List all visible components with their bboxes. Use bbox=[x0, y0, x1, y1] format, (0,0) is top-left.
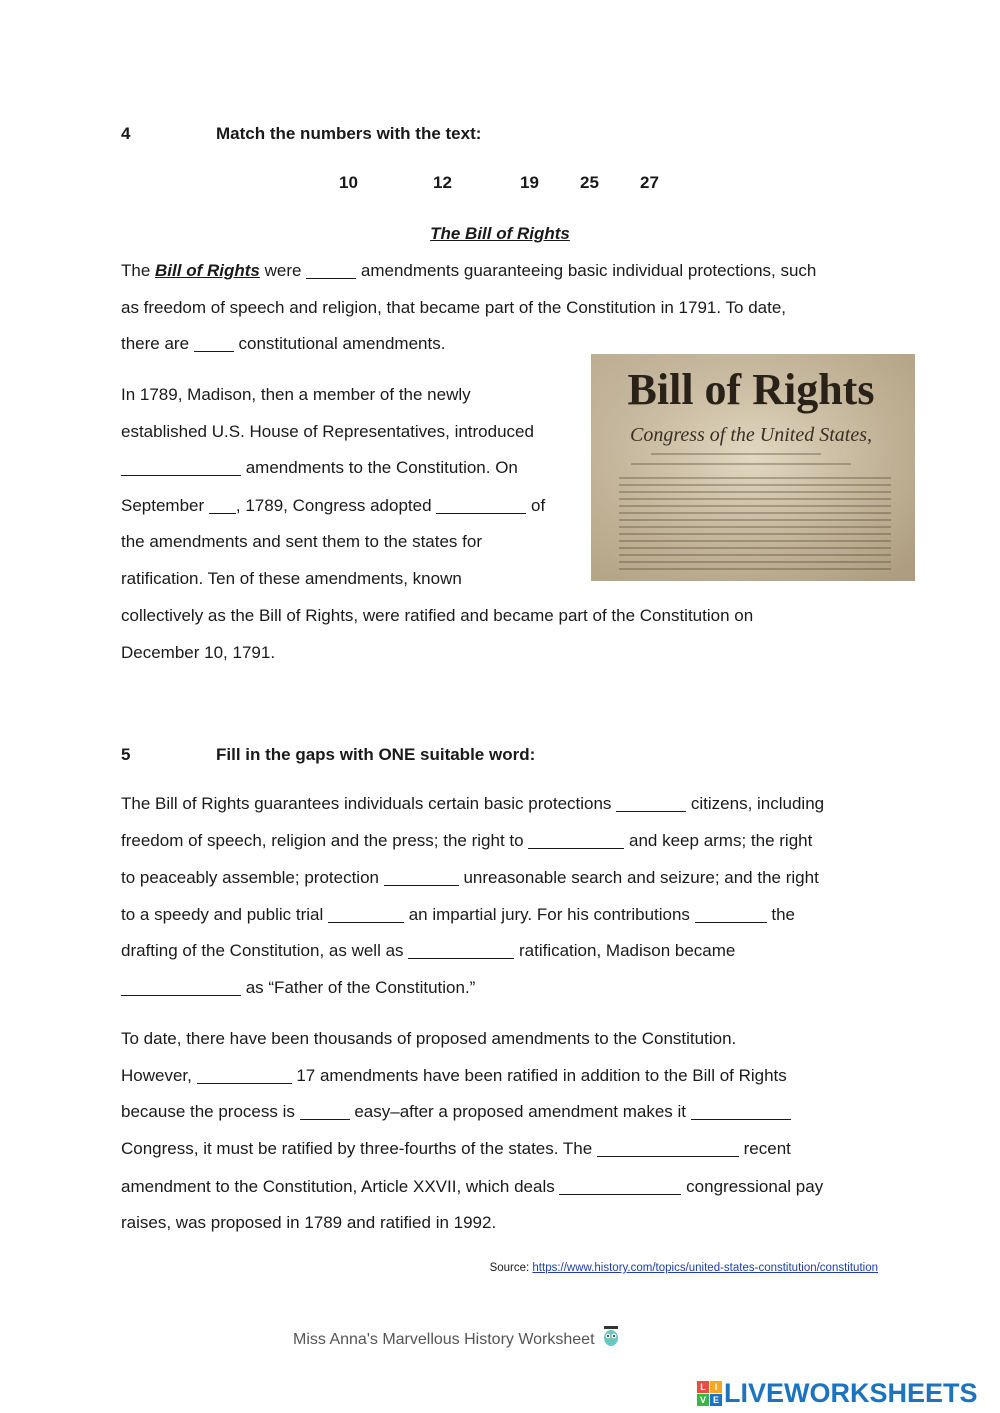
number-option: 19 bbox=[520, 173, 539, 192]
text-fragment: freedom of speech, religion and the press; the right to bbox=[121, 831, 529, 850]
paragraph-line bbox=[121, 1101, 791, 1123]
paragraph-line bbox=[121, 495, 545, 517]
number-option: 27 bbox=[640, 173, 659, 192]
number-option: 10 bbox=[339, 173, 358, 192]
brand-letter: L bbox=[697, 1381, 709, 1393]
paragraph-line bbox=[121, 1138, 791, 1160]
answer-gap[interactable] bbox=[559, 1181, 681, 1195]
paragraph-line bbox=[121, 904, 795, 926]
bill-of-rights-image bbox=[591, 354, 915, 581]
text-fragment: amendments to the Constitution. On bbox=[241, 458, 518, 477]
section-heading-text: Fill in the gaps with ONE suitable word: bbox=[216, 745, 536, 764]
paragraph-line bbox=[121, 977, 475, 999]
footer-text: Miss Anna's Marvellous History Worksheet bbox=[293, 1331, 595, 1348]
text-fragment: unreasonable search and seizure; and the right bbox=[458, 868, 819, 887]
answer-gap[interactable] bbox=[121, 462, 241, 476]
text-fragment: 17 amendments have been ratified in addition to the Bill of Rights bbox=[291, 1066, 787, 1085]
paragraph-line: December 10, 1791. bbox=[121, 643, 276, 662]
brand-name: LIVEWORKSHEETS bbox=[724, 1377, 978, 1408]
paragraph-line bbox=[121, 260, 816, 282]
liveworksheets-logo bbox=[697, 1376, 978, 1410]
paragraph-line: In 1789, Madison, then a member of the newly bbox=[121, 385, 471, 404]
section-number: 5 bbox=[121, 745, 131, 764]
answer-gap[interactable] bbox=[121, 982, 241, 996]
answer-gap[interactable] bbox=[597, 1143, 739, 1157]
paragraph-line: To date, there have been thousands of proposed amendments to the Constitution. bbox=[121, 1029, 737, 1048]
text-fragment: , 1789, Congress adopted bbox=[235, 496, 437, 515]
text-title: The Bill of Rights bbox=[430, 224, 570, 243]
paragraph-line bbox=[121, 793, 824, 815]
paragraph-line: raises, was proposed in 1789 and ratified in 1992. bbox=[121, 1213, 497, 1232]
text-fragment: to peaceably assemble; protection bbox=[121, 868, 384, 887]
brand-letter: I bbox=[710, 1381, 722, 1393]
number-option: 25 bbox=[580, 173, 599, 192]
bill-of-rights-illustration bbox=[591, 354, 915, 581]
brand-letter: E bbox=[710, 1394, 722, 1406]
answer-gap[interactable] bbox=[209, 500, 236, 514]
paragraph-line bbox=[121, 1065, 787, 1087]
answer-gap[interactable] bbox=[691, 1106, 791, 1120]
answer-gap[interactable] bbox=[197, 1070, 292, 1084]
text-fragment: there are bbox=[121, 334, 194, 353]
paragraph-line bbox=[121, 1176, 823, 1198]
paragraph-line: collectively as the Bill of Rights, were ratified and became part of the Constitution on bbox=[121, 606, 754, 625]
answer-gap[interactable] bbox=[408, 945, 514, 959]
bill-of-rights-emphasis: Bill of Rights bbox=[155, 261, 260, 280]
text-fragment: congressional pay bbox=[681, 1177, 824, 1196]
text-fragment: of bbox=[526, 496, 546, 515]
paragraph-line bbox=[121, 830, 812, 852]
text-fragment: amendment to the Constitution, Article XXVII, which deals bbox=[121, 1177, 560, 1196]
text-fragment: September bbox=[121, 496, 209, 515]
paragraph-line: the amendments and sent them to the states for bbox=[121, 532, 482, 551]
text-fragment: However, bbox=[121, 1066, 197, 1085]
text-fragment: easy–after a proposed amendment makes it bbox=[349, 1102, 691, 1121]
number-option: 12 bbox=[433, 173, 452, 192]
section-number: 4 bbox=[121, 124, 131, 143]
answer-gap[interactable] bbox=[384, 872, 459, 886]
text-fragment: as “Father of the Constitution.” bbox=[241, 978, 476, 997]
text-fragment: amendments guaranteeing basic individual protections, such bbox=[356, 261, 817, 280]
brand-letter: V bbox=[697, 1394, 709, 1406]
text-fragment: Congress, it must be ratified by three-fourths of the states. The bbox=[121, 1139, 597, 1158]
source-citation bbox=[490, 1262, 878, 1274]
text-fragment: citizens, including bbox=[686, 794, 825, 813]
text-fragment: The Bill of Rights guarantees individuals certain basic protections bbox=[121, 794, 617, 813]
brand-mark bbox=[697, 1381, 722, 1406]
paragraph-line bbox=[121, 333, 445, 355]
answer-gap[interactable] bbox=[436, 500, 526, 514]
paragraph-line bbox=[121, 457, 518, 479]
paragraph-line bbox=[121, 940, 735, 962]
answer-gap[interactable] bbox=[306, 265, 356, 279]
text-fragment: drafting of the Constitution, as well as bbox=[121, 941, 409, 960]
text-fragment: The bbox=[121, 261, 156, 280]
image-subtitle: Congress of the United States, bbox=[629, 424, 873, 446]
text-fragment: were bbox=[259, 261, 307, 280]
answer-gap[interactable] bbox=[695, 909, 767, 923]
source-link[interactable]: https://www.history.com/topics/united-states-constitution/constitution bbox=[532, 1262, 878, 1274]
paragraph-line: as freedom of speech and religion, that became part of the Constitution in 1791. To date, bbox=[121, 298, 787, 317]
text-fragment: recent bbox=[738, 1139, 791, 1158]
text-fragment: to a speedy and public trial bbox=[121, 905, 328, 924]
section-heading-text: Match the numbers with the text: bbox=[216, 124, 482, 143]
text-fragment: because the process is bbox=[121, 1102, 300, 1121]
answer-gap[interactable] bbox=[528, 835, 624, 849]
text-fragment: and keep arms; the right bbox=[624, 831, 813, 850]
paragraph-line: ratification. Ten of these amendments, known bbox=[121, 569, 462, 588]
answer-gap[interactable] bbox=[300, 1106, 350, 1120]
paragraph-line: established U.S. House of Representatives, introduced bbox=[121, 422, 534, 441]
text-fragment: the bbox=[766, 905, 796, 924]
text-fragment: constitutional amendments. bbox=[233, 334, 446, 353]
paragraph-line bbox=[121, 867, 819, 889]
answer-gap[interactable] bbox=[616, 798, 686, 812]
owl-icon bbox=[602, 1325, 620, 1352]
text-fragment: an impartial jury. For his contributions bbox=[403, 905, 695, 924]
worksheet-footer bbox=[293, 1325, 620, 1352]
image-title: Bill of Rights bbox=[627, 365, 875, 414]
answer-gap[interactable] bbox=[194, 338, 234, 352]
text-fragment: ratification, Madison became bbox=[514, 941, 736, 960]
answer-gap[interactable] bbox=[328, 909, 404, 923]
source-label: Source: bbox=[489, 1262, 533, 1274]
